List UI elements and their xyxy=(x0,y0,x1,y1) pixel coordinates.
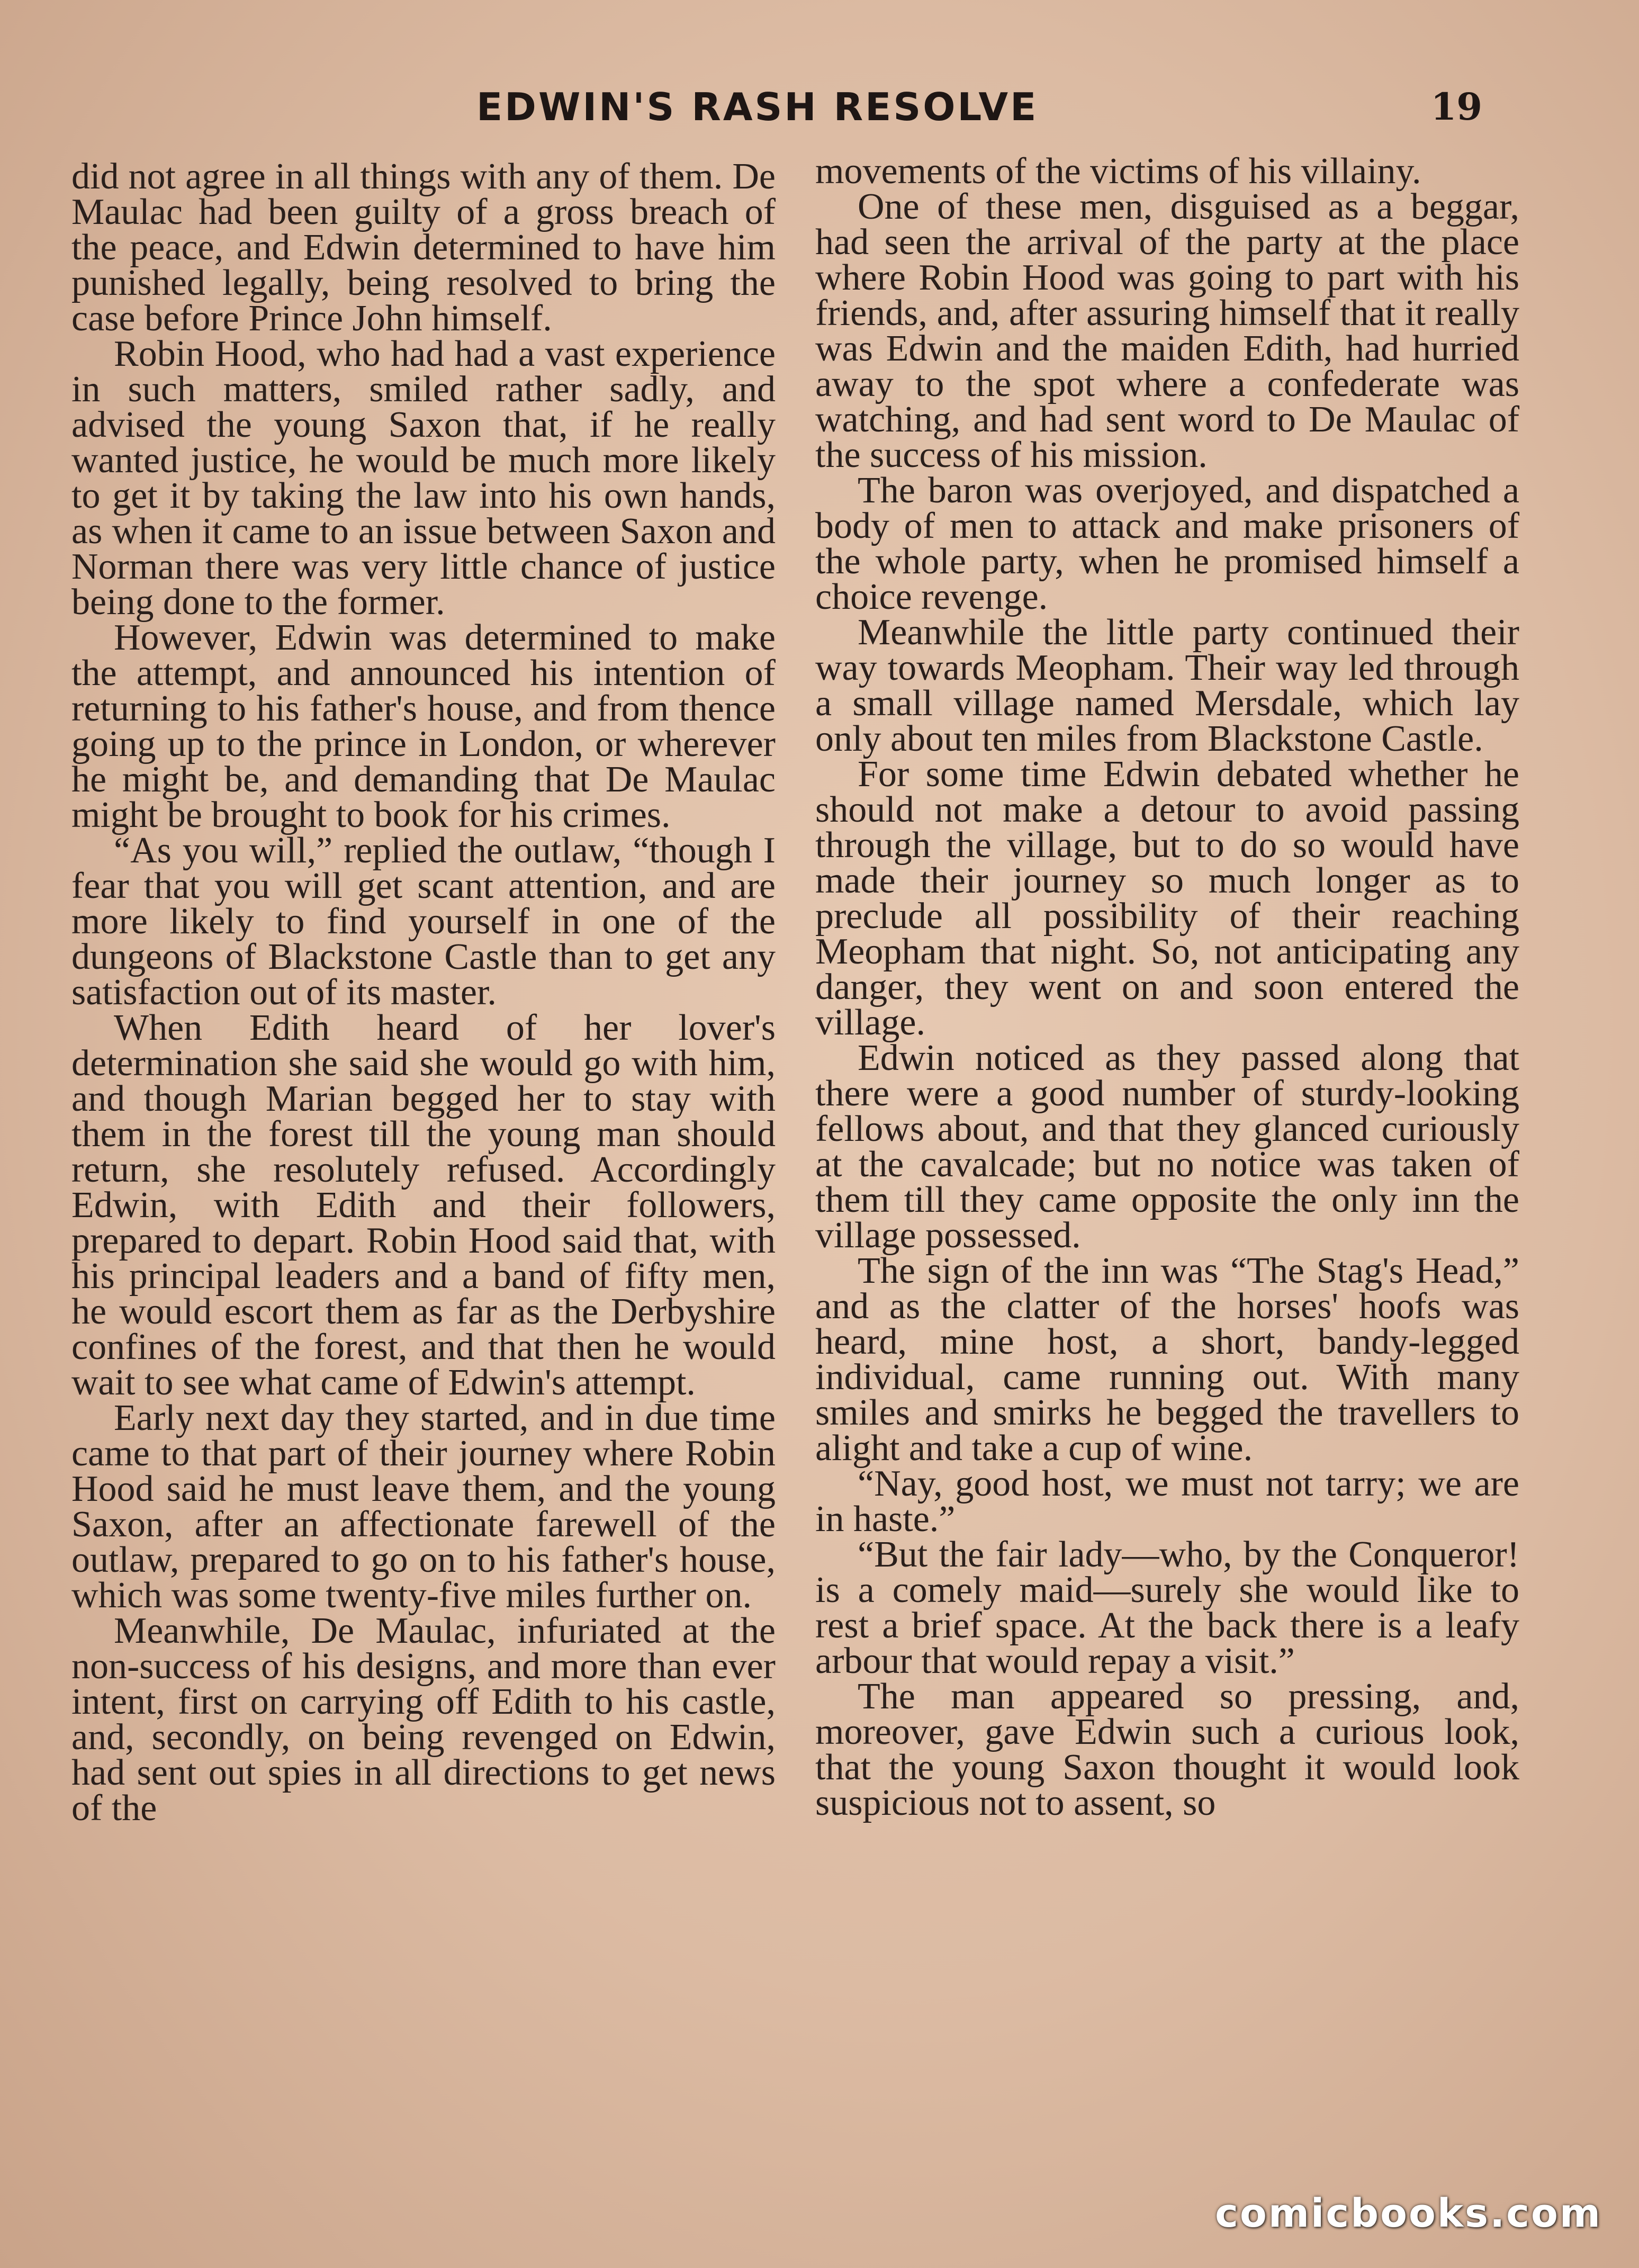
paragraph: Edwin noticed as they passed along that there were a good number of sturdy-looking fellows about, and that they glanced curiously at the cavalcade; but no notice was taken of them till they came opposite the only inn the village possessed. xyxy=(815,1038,1519,1256)
paragraph: movements of the victims of his villainy. xyxy=(815,151,1421,192)
right-column xyxy=(815,151,1519,1823)
paragraph: did not agree in all things with any of them. De Maulac had been guilty of a gross breach of the peace, and Edwin determined to have him punished legally, being resolved to bring the case before Prince John himself. xyxy=(71,156,776,339)
paragraph: “As you will,” replied the outlaw, “though I fear that you will get scant attention, and are more likely to find yourself in one of the dungeons of Blackstone Castle than to get any satisfaction out of its master. xyxy=(71,830,776,1013)
page-header xyxy=(74,79,1482,138)
paragraph: The sign of the inn was “The Stag's Head,” and as the clatter of the horses' hoofs was heard, mine host, a short, bandy-legged individual, came running out. With many smiles and smirks he begged the travellers to alight and take a cup of wine. xyxy=(815,1250,1519,1469)
paragraph: Meanwhile, De Maulac, infuriated at the non-success of his designs, and more than ever intent, first on carrying off Edith to his castle, and, secondly, on being revenged on Edwin, had sent out spies in all directions to get news of the xyxy=(71,1610,776,1829)
paragraph: For some time Edwin debated whether he should not make a detour to avoid passing through the village, but to do so would have made their journey so much longer as to preclude all possibility of their reaching Meopham that night. So, not anticipating any danger, they went on and soon entered the village. xyxy=(815,754,1519,1043)
paragraph: The man appeared so pressing, and, moreover, gave Edwin such a curious look, that the young Saxon thought it would look suspicious not to assent, so xyxy=(815,1676,1519,1823)
paragraph: The baron was overjoyed, and dispatched a body of men to attack and make prisoners of the whole party, when he promised himself a choice revenge. xyxy=(815,470,1519,617)
left-column xyxy=(71,156,776,1829)
paragraph: “But the fair lady—who, by the Conqueror! is a comely maid—surely she would like to rest a brief space. At the back there is a leafy arbour that would repay a visit.” xyxy=(815,1534,1519,1681)
paragraph: “Nay, good host, we must not tarry; we are in haste.” xyxy=(815,1463,1519,1540)
page-number: 19 xyxy=(1430,85,1482,129)
paragraph: Meanwhile the little party continued their way towards Meopham. Their way led through a small village named Mersdale, which lay only about ten miles from Blackstone Castle. xyxy=(815,612,1519,759)
site-watermark: comicbooks.com xyxy=(1215,2191,1602,2236)
paragraph: One of these men, disguised as a beggar, had seen the arrival of the party at the place where Robin Hood was going to part with his friends, and, after assuring himself that it really was Edwin and the maiden Edith, had hurried away to the spot where a confederate was watching, and had sent word to De Maulac of the success of his mission. xyxy=(815,186,1519,475)
paragraph: However, Edwin was determined to make the attempt, and announced his intention of returning to his father's house, and from thence going up to the prince in London, or wherever he might be, and demanding that De Maulac might be brought to book for his crimes. xyxy=(71,617,776,835)
paragraph: When Edith heard of her lover's determination she said she would go with him, and though Marian begged her to stay with them in the forest till the young man should return, she resolutely refused. Accordingly Edwin, with Edith and their followers, prepared to depart. Robin Hood said that, with his principal leaders and a band of fifty men, he would escort them as far as the Derbyshire confines of the forest, and that then he would wait to see what came of Edwin's attempt. xyxy=(71,1007,776,1403)
running-title: EDWIN'S RASH RESOLVE xyxy=(476,85,1039,129)
paragraph: Early next day they started, and in due time came to that part of their journey where Robin Hood said he must leave them, and the young Saxon, after an affectionate farewell of the outlaw, prepared to go on to his father's house, which was some twenty-five miles further on. xyxy=(71,1398,776,1616)
paragraph: Robin Hood, who had had a vast experience in such matters, smiled rather sadly, and advised the young Saxon that, if he really wanted justice, he would be much more likely to get it by taking the law into his own hands, as when it came to an issue between Saxon and Norman there was very little chance of justice being done to the former. xyxy=(71,334,776,623)
